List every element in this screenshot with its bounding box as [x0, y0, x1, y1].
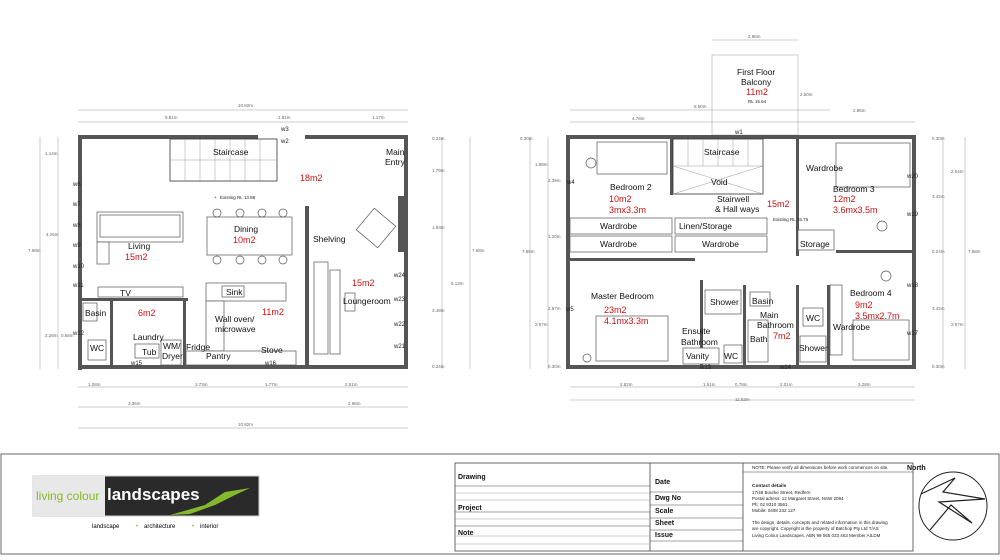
scale-field-label: Scale — [655, 508, 674, 515]
ensuite-label-2: Bathroom — [681, 337, 718, 347]
north-arrow-icon — [919, 472, 987, 540]
ground-bottom-dimensions — [78, 382, 408, 428]
svg-text:2.96m: 2.96m — [748, 34, 761, 39]
ensuite-wc-label: WC — [724, 351, 739, 361]
first-top-dimensions — [570, 104, 915, 122]
tv-label: TV — [120, 288, 131, 298]
svg-text:1.79m: 1.79m — [432, 168, 445, 173]
ground-w3-label: w3 — [281, 127, 289, 133]
first-staircase-label: Staircase — [704, 147, 740, 157]
svg-text:0.30m: 0.30m — [520, 136, 533, 141]
svg-text:2.96m: 2.96m — [853, 108, 866, 113]
logo-text-left: living colour — [36, 489, 100, 503]
rl-marker-icon: + — [214, 195, 217, 200]
first-w17-label: w17 — [907, 331, 919, 337]
kitchen-area: 11m2 — [262, 307, 284, 317]
stairwell-label-2: & Hall ways — [715, 204, 760, 214]
ground-w6-label: w6 — [73, 182, 81, 188]
ground-staircase — [170, 139, 277, 181]
balcony-label-1: First Floor — [737, 67, 776, 77]
svg-text:2.04m: 2.04m — [951, 169, 964, 174]
ground-left-dimensions — [28, 137, 74, 369]
main-bath-wc-label: WC — [806, 313, 821, 323]
dining-label: Dining — [234, 224, 259, 234]
svg-text:3.28m: 3.28m — [858, 382, 871, 387]
svg-text:0.24m: 0.24m — [932, 249, 945, 254]
bed2-area: 10m2 — [609, 194, 632, 204]
first-bottom-dimensions — [570, 382, 915, 402]
notice-text: NOTE: Please verify all dimensions before work commences on site. — [752, 465, 889, 470]
svg-text:1.82m: 1.82m — [278, 115, 291, 120]
svg-text:7.68m: 7.68m — [522, 249, 535, 254]
project-field-label: Project — [458, 505, 482, 512]
linen-label: Linen/Storage — [679, 221, 732, 231]
company-logo — [33, 476, 259, 530]
svg-text:3.42m: 3.42m — [932, 306, 945, 311]
main-bath-basin-label: Basin — [752, 296, 774, 306]
contact-line-3: Ph: 02 9310 3561 — [752, 502, 788, 507]
ground-w11-label: w11 — [73, 283, 84, 289]
svg-text:1.51m: 1.51m — [703, 382, 716, 387]
dwg-no-field-label: Dwg No — [655, 495, 682, 502]
living-label: Living — [128, 241, 151, 251]
copyright-line-3: Living Colour Landscapes. ABN 99 065 033 463 Member AILDM — [752, 533, 881, 538]
svg-text:7.68m: 7.68m — [968, 249, 981, 254]
living-area: 15m2 — [125, 252, 148, 262]
ground-open-area: 18m2 — [300, 173, 323, 183]
stove-label: Stove — [261, 345, 283, 355]
svg-text:0.30m: 0.30m — [548, 364, 561, 369]
wm-label-1: WM/ — [163, 341, 181, 351]
sheet-field-label: Sheet — [655, 520, 675, 527]
copyright-line-2: are copyright. Copyright is the property of Batchop Pty Ltd T/AS — [752, 526, 879, 531]
svg-text:1.98m: 1.98m — [535, 162, 548, 167]
first-w1-label: w1 — [735, 130, 743, 136]
master-area: 23m2 — [604, 305, 627, 315]
main-bath-area: 7m2 — [773, 331, 791, 341]
bed4-wardrobe-label: Wardrobe — [833, 322, 871, 332]
bed4-size: 3.5mx2.7m — [855, 311, 900, 321]
ground-right-dimensions — [432, 137, 485, 369]
contact-line-4: Mobile: 0408 232 127 — [752, 508, 796, 513]
master-size: 4.1mx3.3m — [604, 316, 649, 326]
ensuite-shower-label: Shower — [710, 297, 739, 307]
logo-text-right: landscapes — [107, 485, 200, 504]
first-w13-label: w13 — [700, 365, 712, 371]
main-bath-shower-label: Shower — [799, 343, 828, 353]
first-floor-plan — [520, 34, 981, 402]
title-block — [1, 454, 999, 554]
date-field-label: Date — [655, 479, 671, 486]
svg-text:5.81m: 5.81m — [165, 115, 178, 120]
balcony-rl-label: RL 15.64 — [748, 99, 767, 104]
svg-text:1.17m: 1.17m — [372, 115, 385, 120]
ground-w7-label: w7 — [73, 202, 81, 208]
shelving-unit — [314, 262, 328, 354]
svg-text:•: • — [136, 524, 139, 530]
sink-label: Sink — [226, 287, 243, 297]
bed2-label: Bedroom 2 — [610, 182, 652, 192]
svg-text:2.01m: 2.01m — [780, 382, 793, 387]
svg-text:2.57m: 2.57m — [535, 322, 548, 327]
stairwell-label-1: Stairwell — [717, 194, 750, 204]
svg-text:1.93m: 1.93m — [432, 225, 445, 230]
svg-text:2.82m: 2.82m — [620, 382, 633, 387]
shelving-label: Shelving — [313, 234, 346, 244]
balcony-label-2: Balcony — [741, 77, 772, 87]
svg-text:2.28m: 2.28m — [45, 333, 58, 338]
svg-text:2.51m: 2.51m — [345, 382, 358, 387]
ground-w15-label: w15 — [131, 361, 143, 367]
main-entry-label-1: Main — [386, 147, 405, 157]
main-bath-label-2: Bathroom — [757, 320, 794, 330]
svg-text:11.52m: 11.52m — [735, 397, 750, 402]
drawing-field-label: Drawing — [458, 474, 486, 481]
svg-text:3.42m: 3.42m — [932, 194, 945, 199]
first-w19-label: w19 — [907, 212, 919, 218]
tv-unit — [98, 287, 183, 297]
first-right-dimensions — [932, 136, 981, 369]
issue-field-label: Issue — [655, 532, 673, 539]
svg-text:3.36m: 3.36m — [128, 401, 141, 406]
svg-text:10.82m: 10.82m — [238, 103, 254, 108]
svg-text:0.24m: 0.24m — [432, 364, 445, 369]
ground-w24-label: w24 — [394, 273, 406, 279]
first-rl-label: Existing RL 15.75 — [773, 217, 809, 222]
svg-text:4.78m: 4.78m — [632, 116, 645, 121]
wardrobe-label-1: Wardrobe — [600, 221, 638, 231]
tagline-3: interior — [200, 524, 219, 530]
svg-text:1.14m: 1.14m — [45, 151, 58, 156]
ground-floor-plan — [28, 103, 485, 428]
ground-w12-label: w12 — [73, 331, 85, 337]
tagline-2: architecture — [144, 524, 176, 530]
ground-w23-label: w23 — [394, 297, 406, 303]
ground-w22-label: w22 — [394, 322, 406, 328]
fridge-label: Fridge — [186, 342, 211, 352]
first-w18-label: w18 — [907, 283, 919, 289]
bath-label: Bath — [750, 334, 768, 344]
svg-text:8.50m: 8.50m — [694, 104, 707, 109]
balcony — [712, 34, 813, 135]
stairwell-area: 15m2 — [767, 199, 790, 209]
svg-text:1.28m: 1.28m — [88, 382, 101, 387]
svg-text:0.30m: 0.30m — [932, 364, 945, 369]
svg-text:2.50m: 2.50m — [800, 92, 813, 97]
ground-w8-label: w8 — [73, 223, 81, 229]
ground-w10-label: w10 — [73, 264, 85, 270]
ground-w16-label: w16 — [265, 361, 277, 367]
svg-text:2.57m: 2.57m — [951, 322, 964, 327]
wall-oven-label-1: Wall oven/ — [215, 314, 255, 324]
lounge-area: 15m2 — [352, 278, 375, 288]
svg-text:5.13m: 5.13m — [451, 281, 464, 286]
svg-text:2.96m: 2.96m — [348, 401, 361, 406]
bed3-area: 12m2 — [833, 194, 856, 204]
north-label: North — [907, 465, 926, 472]
bed4-area: 9m2 — [855, 300, 873, 310]
first-w4-label: w4 — [567, 180, 575, 186]
first-w20-label: w20 — [907, 174, 919, 180]
svg-text:1.20m: 1.20m — [548, 234, 561, 239]
storage-label: Storage — [800, 239, 830, 249]
vanity-label: Vanity — [686, 351, 709, 361]
svg-text:0.24m: 0.24m — [432, 136, 445, 141]
svg-text:2.73m: 2.73m — [195, 382, 208, 387]
svg-text:0.78m: 0.78m — [735, 382, 748, 387]
bed3-wardrobe-label: Wardrobe — [806, 163, 844, 173]
svg-text:7.68m: 7.68m — [472, 248, 485, 253]
first-w14-label: w14 — [780, 365, 792, 371]
dining-area: 10m2 — [233, 235, 256, 245]
ensuite-label-1: Ensuite — [682, 326, 711, 336]
svg-text:3.48m: 3.48m — [432, 308, 445, 313]
svg-text:0.68m: 0.68m — [61, 333, 74, 338]
copyright-line-1: The design, details, concepts and related information in this drawing — [752, 520, 888, 525]
first-left-dimensions — [520, 136, 561, 369]
master-label: Master Bedroom — [591, 291, 654, 301]
bedroom2-bed — [586, 142, 667, 174]
contact-title: Contact details — [752, 484, 787, 489]
wardrobe-label-2: Wardrobe — [600, 239, 638, 249]
balcony-area: 11m2 — [746, 87, 768, 97]
wardrobe-label-3: Wardrobe — [702, 239, 740, 249]
laundry-area: 6m2 — [138, 308, 156, 318]
wm-label-2: Dryer — [162, 351, 183, 361]
ground-w21-label: w21 — [394, 344, 406, 350]
svg-text:2.57m: 2.57m — [548, 306, 561, 311]
laundry-label: Laundry — [133, 332, 164, 342]
bed3-label: Bedroom 3 — [833, 184, 875, 194]
pantry-label: Pantry — [206, 351, 231, 361]
svg-text:•: • — [192, 524, 195, 530]
contact-line-1: 17/48 Bourke Street, Redfern — [752, 490, 811, 495]
ground-staircase-label: Staircase — [213, 147, 249, 157]
svg-text:1.77m: 1.77m — [265, 382, 278, 387]
ground-rl-label: Existing RL 13.88 — [220, 195, 256, 200]
svg-text:0.30m: 0.30m — [932, 136, 945, 141]
first-w5-label: w5 — [566, 307, 574, 313]
bed3-size: 3.6mx3.5m — [833, 205, 878, 215]
bed4-label: Bedroom 4 — [850, 288, 892, 298]
ground-wc-label: WC — [90, 343, 105, 353]
ground-w2-label: w2 — [281, 139, 289, 145]
contact-line-2: Postal adress: 12 Margaret Street, NSW 2094 — [752, 496, 844, 501]
wall-oven-label-2: microwave — [215, 324, 256, 334]
note-field-label: Note — [458, 530, 474, 537]
svg-text:7.68m: 7.68m — [28, 248, 41, 253]
ground-w9-label: w9 — [73, 243, 81, 249]
bed2-size: 3mx3.3m — [609, 205, 647, 215]
tub-label: Tub — [142, 347, 157, 357]
svg-text:10.82m: 10.82m — [238, 422, 254, 427]
void-label: Void — [711, 177, 728, 187]
svg-text:2.39m: 2.39m — [548, 178, 561, 183]
basin-label: Basin — [85, 308, 107, 318]
main-bath-label-1: Main — [760, 310, 779, 320]
tagline-1: landscape — [92, 524, 120, 530]
svg-text:4.26m: 4.26m — [46, 232, 59, 237]
main-entry-label-2: Entry — [385, 157, 405, 167]
lounge-label: Loungeroom — [343, 296, 391, 306]
